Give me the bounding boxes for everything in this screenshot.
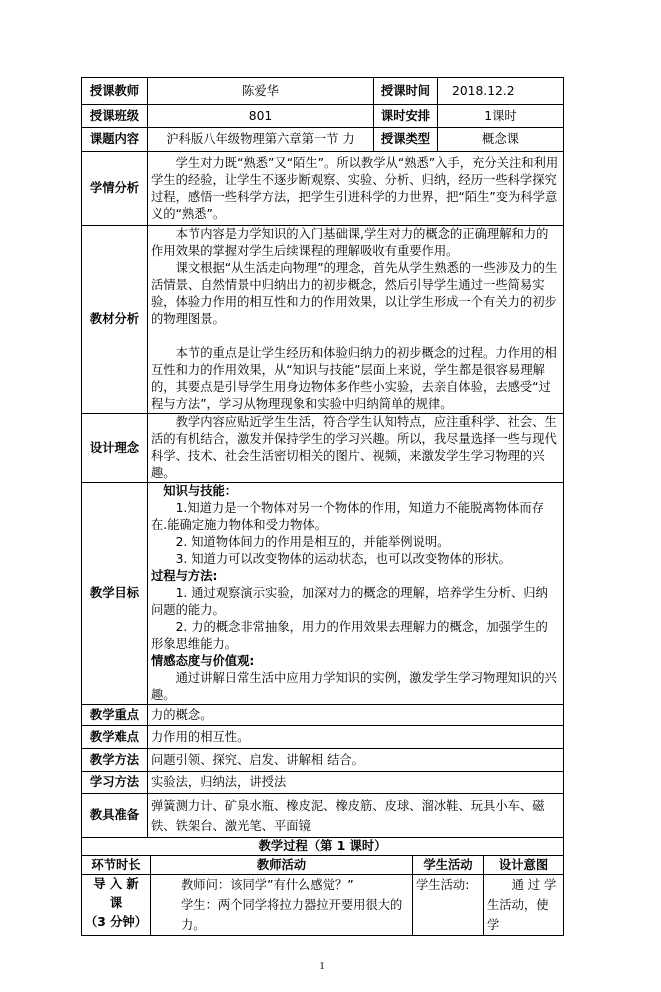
page-number: 1 xyxy=(319,960,325,972)
emotion-text: 通过讲解日常生活中应用力学知识的实例，激发学生学习物理知识的兴趣。 xyxy=(151,671,557,702)
process-item: 1. 通过观察演示实验，加深对力的概念的理解，培养学生分析、归纳问题的能力。 xyxy=(151,586,548,617)
stage-name: 导 入 新 课 xyxy=(93,877,139,910)
hours-value: 1课时 xyxy=(438,105,564,128)
type-label: 授课类型 xyxy=(374,128,438,152)
process-title: 教学过程（第 1 课时） xyxy=(82,838,564,856)
key-value: 力的概念。 xyxy=(148,705,564,726)
header-student: 学生活动 xyxy=(413,856,484,875)
method-label: 教学方法 xyxy=(82,749,148,772)
material-paragraph: 本节的重点是让学生经历和体验归纳力的初步概念的过程。力作用的相互性和力的作用效果，从“知识与技能”层面上来说，学生都是很容易理解的，其要点是引导学生用身边物体多作些小实验，去亲自体验，去感受“过程与方法”，学习从物理现象和实验中归纳简单的规律。 xyxy=(151,346,557,411)
material-paragraph: 课文根据“从生活走向物理”的理念，首先从学生熟悉的一些涉及力的生活情景、自然情景中归纳出力的初步概念，然后引导学生通过一些简易实验，体验力作用的相互性和力的作用效果，以让学生形成一个有关力的初步的物理图景。 xyxy=(151,261,558,326)
header-stage: 环节时长 xyxy=(82,856,151,875)
difficulty-value: 力作用的相互性。 xyxy=(148,726,564,749)
time-label: 授课时间 xyxy=(374,78,438,105)
teacher-value: 陈爱华 xyxy=(148,78,374,105)
teacher-label: 授课教师 xyxy=(82,78,148,105)
class-label: 授课班级 xyxy=(82,105,148,128)
method-value: 问题引领、探究、启发、讲解相 结合。 xyxy=(148,749,564,772)
teacher-activity-line: 教师问：该同学”有什么感觉？” xyxy=(181,878,354,892)
process-item: 2. 力的概念非常抽象，用力的作用效果去理解力的概念，加强学生的形象思维能力。 xyxy=(151,620,548,651)
design-text: 教学内容应贴近学生生活，符合学生认知特点，应注重科学、社会、生活的有机结合，激发并保持学生的学习兴趣。所以，我尽量选择一些与现代科学、技术、社会生活密切相关的图片、视频，来激发学生学习物理的兴趣。 xyxy=(151,415,557,480)
student-activity: 学生活动: xyxy=(413,875,484,936)
hours-label: 课时安排 xyxy=(374,105,438,128)
tools-label: 教具准备 xyxy=(82,794,148,838)
class-value: 801 xyxy=(148,105,374,128)
learning-value: 实验法，归纳法，讲授法 xyxy=(148,772,564,794)
objectives-label: 教学目标 xyxy=(82,483,148,705)
emotion-heading: 情感态度与价值观: xyxy=(151,654,255,668)
content-value: 沪科版八年级物理第六章第一节 力 xyxy=(148,128,374,152)
key-label: 教学重点 xyxy=(82,705,148,726)
students-text: 学生对力既“熟悉”又“陌生”。所以教学从“熟悉”入手，充分关注和利用学生的经验，让学生不逐步断观察、实验、分析、归纳，经历一些科学探究过程，感悟一些科学方法，把学生引进科学的力世界，把“陌生”变为科学意义的“熟悉”。 xyxy=(151,155,559,221)
stage-duration: （3 分钟） xyxy=(85,915,148,929)
learning-label: 学习方法 xyxy=(82,772,148,794)
knowledge-item: 1.知道力是一个物体对另一个物体的作用，知道力不能脱离物体而存在.能确定施力物体和受力物体。 xyxy=(151,501,544,532)
table-row xyxy=(82,875,564,936)
teacher-activity-line: 学生：两个同学将拉力器拉开要用很大的力。 xyxy=(181,898,403,932)
content-label: 课题内容 xyxy=(82,128,148,152)
header-teacher: 教师活动 xyxy=(151,856,413,875)
time-value: 2018.12.2 xyxy=(438,78,564,105)
knowledge-item: 3. 知道力可以改变物体的运动状态，也可以改变物体的形状。 xyxy=(175,552,511,566)
material-label: 教材分析 xyxy=(82,226,148,414)
difficulty-label: 教学难点 xyxy=(82,726,148,749)
process-heading: 过程与方法: xyxy=(151,569,218,583)
teaching-process-table xyxy=(81,837,564,936)
type-value: 概念课 xyxy=(438,128,564,152)
material-paragraph: 本节内容是力学知识的入门基础课,学生对力的概念的正确理解和力的作用效果的掌握对学生后续课程的理解吸收有重要作用。 xyxy=(151,227,549,258)
knowledge-item: 2. 知道物体间力的作用是相互的，并能举例说明。 xyxy=(175,535,450,549)
design-intent: 通 过 学生活动，使学 xyxy=(484,875,564,936)
header-intent: 设计意图 xyxy=(484,856,564,875)
students-label: 学情分析 xyxy=(82,152,148,226)
lesson-info-table xyxy=(81,77,564,838)
tools-value: 弹簧测力计、矿泉水瓶、橡皮泥、橡皮筋、皮球、溜冰鞋、玩具小车、磁铁、铁架台、激光笔、平面镜 xyxy=(148,794,564,838)
knowledge-heading: 知识与技能： xyxy=(163,484,238,498)
design-label: 设计理念 xyxy=(82,414,148,483)
